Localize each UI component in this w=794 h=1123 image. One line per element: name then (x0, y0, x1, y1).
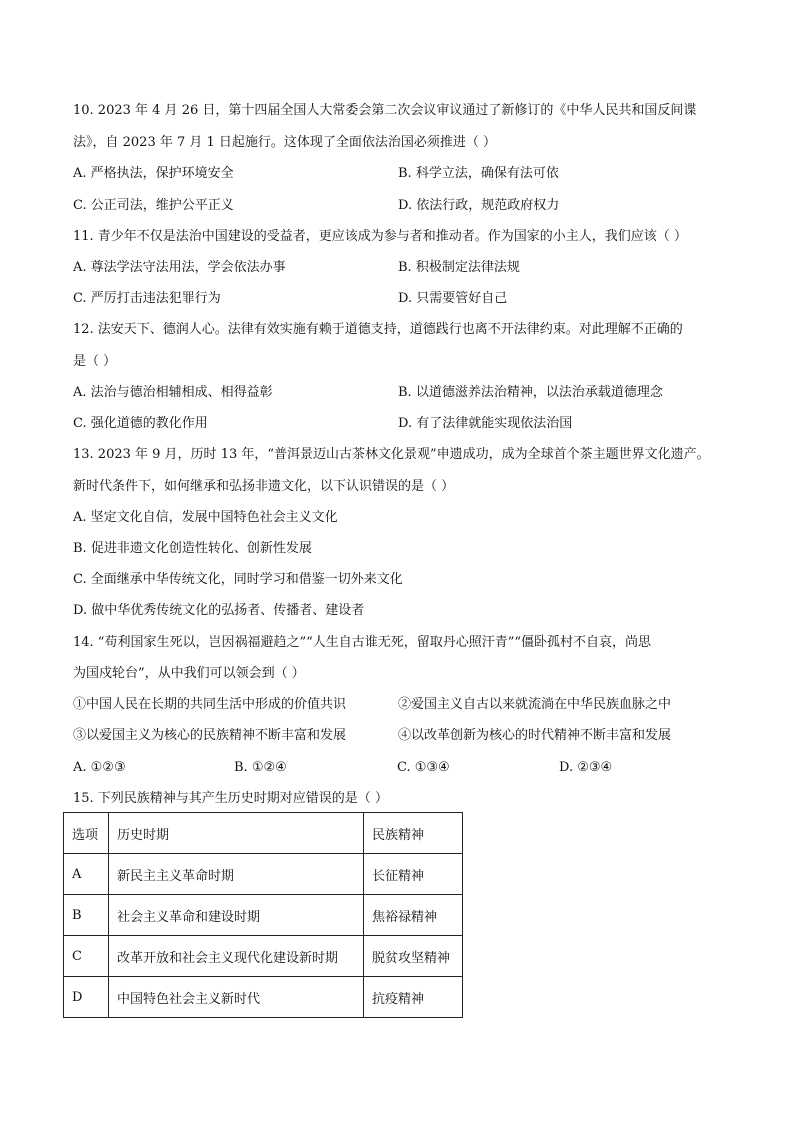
question-14-text-line-1: 14. “苟利国家生死以，岂因祸福避趋之”“人生自古谁无死，留取丹心照汗青”“僵卧孤村不自哀，尚思 (73, 635, 652, 650)
question-11-option-b: B. 积极制定法律法规 (398, 260, 520, 275)
table-header-cell: 历史时期 (109, 813, 364, 854)
question-11-option-a: A. 尊法学法守法用法，学会依法办事 (73, 260, 286, 275)
table-cell: C (64, 936, 109, 977)
question-13-option-a: A. 坚定文化自信，发展中国特色社会主义文化 (73, 510, 338, 525)
question-14-option-d: D. ②③④ (559, 760, 613, 775)
question-10-option-b: B. 科学立法，确保有法可依 (398, 166, 559, 181)
question-13-text-line-2: 新时代条件下，如何继承和弘扬非遗文化，以下认识错误的是（ ） (73, 479, 455, 494)
table-cell: 长征精神 (364, 854, 463, 895)
question-14-text-line-2: 为国戍轮台”，从中我们可以领会到（ ） (73, 666, 305, 681)
table-header-row (64, 813, 463, 854)
question-13-option-b: B. 促进非遗文化创造性转化、创新性发展 (73, 541, 312, 556)
table-cell: 改革开放和社会主义现代化建设新时期 (109, 936, 364, 977)
table-header-cell: 选项 (64, 813, 109, 854)
table-cell: 焦裕禄精神 (364, 895, 463, 936)
table-cell: 抗疫精神 (364, 977, 463, 1018)
question-10-option-d: D. 依法行政，规范政府权力 (398, 198, 560, 213)
question-12-text-line-2: 是（ ） (73, 354, 117, 369)
question-11-text-line-1: 11. 青少年不仅是法治中国建设的受益者，更应该成为参与者和推动者。作为国家的小主人，我们应该（ ） (73, 229, 687, 244)
question-13-option-d: D. 做中华优秀传统文化的弘扬者、传播者、建设者 (73, 603, 365, 618)
question-13-text-line-1: 13. 2023 年 9 月，历时 13 年，“普洱景迈山古茶林文化景观”申遗成功，成为全球首个茶主题世界文化遗产。 (73, 447, 710, 462)
table-header-cell: 民族精神 (364, 813, 463, 854)
question-14-statement-3: ③以爱国主义为核心的民族精神不断丰富和发展 (73, 728, 347, 743)
table-cell: B (64, 895, 109, 936)
question-14-option-a: A. ①②③ (73, 760, 126, 775)
question-12-option-c: C. 强化道德的教化作用 (73, 416, 208, 431)
question-14-option-b: B. ①②④ (234, 760, 287, 775)
question-14-statement-4: ④以改革创新为核心的时代精神不断丰富和发展 (398, 728, 672, 743)
table-row (64, 936, 463, 977)
table-cell: 社会主义革命和建设时期 (109, 895, 364, 936)
question-14-option-c: C. ①③④ (397, 760, 450, 775)
question-10-text-line-2: 法》，自 2023 年 7 月 1 日起施行。这体现了全面依法治国必须推进（ ） (73, 135, 497, 150)
question-11-option-c: C. 严厉打击违法犯罪行为 (73, 291, 221, 306)
question-12-option-a: A. 法治与德治相辅相成、相得益彰 (73, 385, 273, 400)
question-14-statement-1: ①中国人民在长期的共同生活中形成的价值共识 (73, 697, 347, 712)
table-cell: D (64, 977, 109, 1018)
table-cell: A (64, 854, 109, 895)
question-10-option-a: A. 严格执法，保护环境安全 (73, 166, 234, 181)
question-12-option-d: D. 有了法律就能实现依法治国 (398, 416, 573, 431)
table-cell: 脱贫攻坚精神 (364, 936, 463, 977)
question-10-text-line-1: 10. 2023 年 4 月 26 日，第十四届全国人大常委会第二次会议审议通过了新修订的《中华人民共和国反间谍 (73, 103, 697, 118)
question-11-option-d: D. 只需要管好自己 (398, 291, 508, 306)
question-10-option-c: C. 公正司法，维护公平正义 (73, 198, 234, 213)
question-15-table (63, 812, 463, 1018)
question-15-text-line-1: 15. 下列民族精神与其产生历史时期对应错误的是（ ） (73, 791, 388, 806)
question-14-statement-2: ②爱国主义自古以来就流淌在中华民族血脉之中 (398, 697, 672, 712)
table-cell: 新民主主义革命时期 (109, 854, 364, 895)
table-row (64, 977, 463, 1018)
table-row (64, 854, 463, 895)
table-cell: 中国特色社会主义新时代 (109, 977, 364, 1018)
question-13-option-c: C. 全面继承中华传统文化，同时学习和借鉴一切外来文化 (73, 572, 403, 587)
question-12-option-b: B. 以道德滋养法治精神，以法治承载道德理念 (398, 385, 663, 400)
table-row (64, 895, 463, 936)
question-12-text-line-1: 12. 法安天下、德润人心。法律有效实施有赖于道德支持，道德践行也离不开法律约束。对此理解不正确的 (73, 322, 683, 337)
